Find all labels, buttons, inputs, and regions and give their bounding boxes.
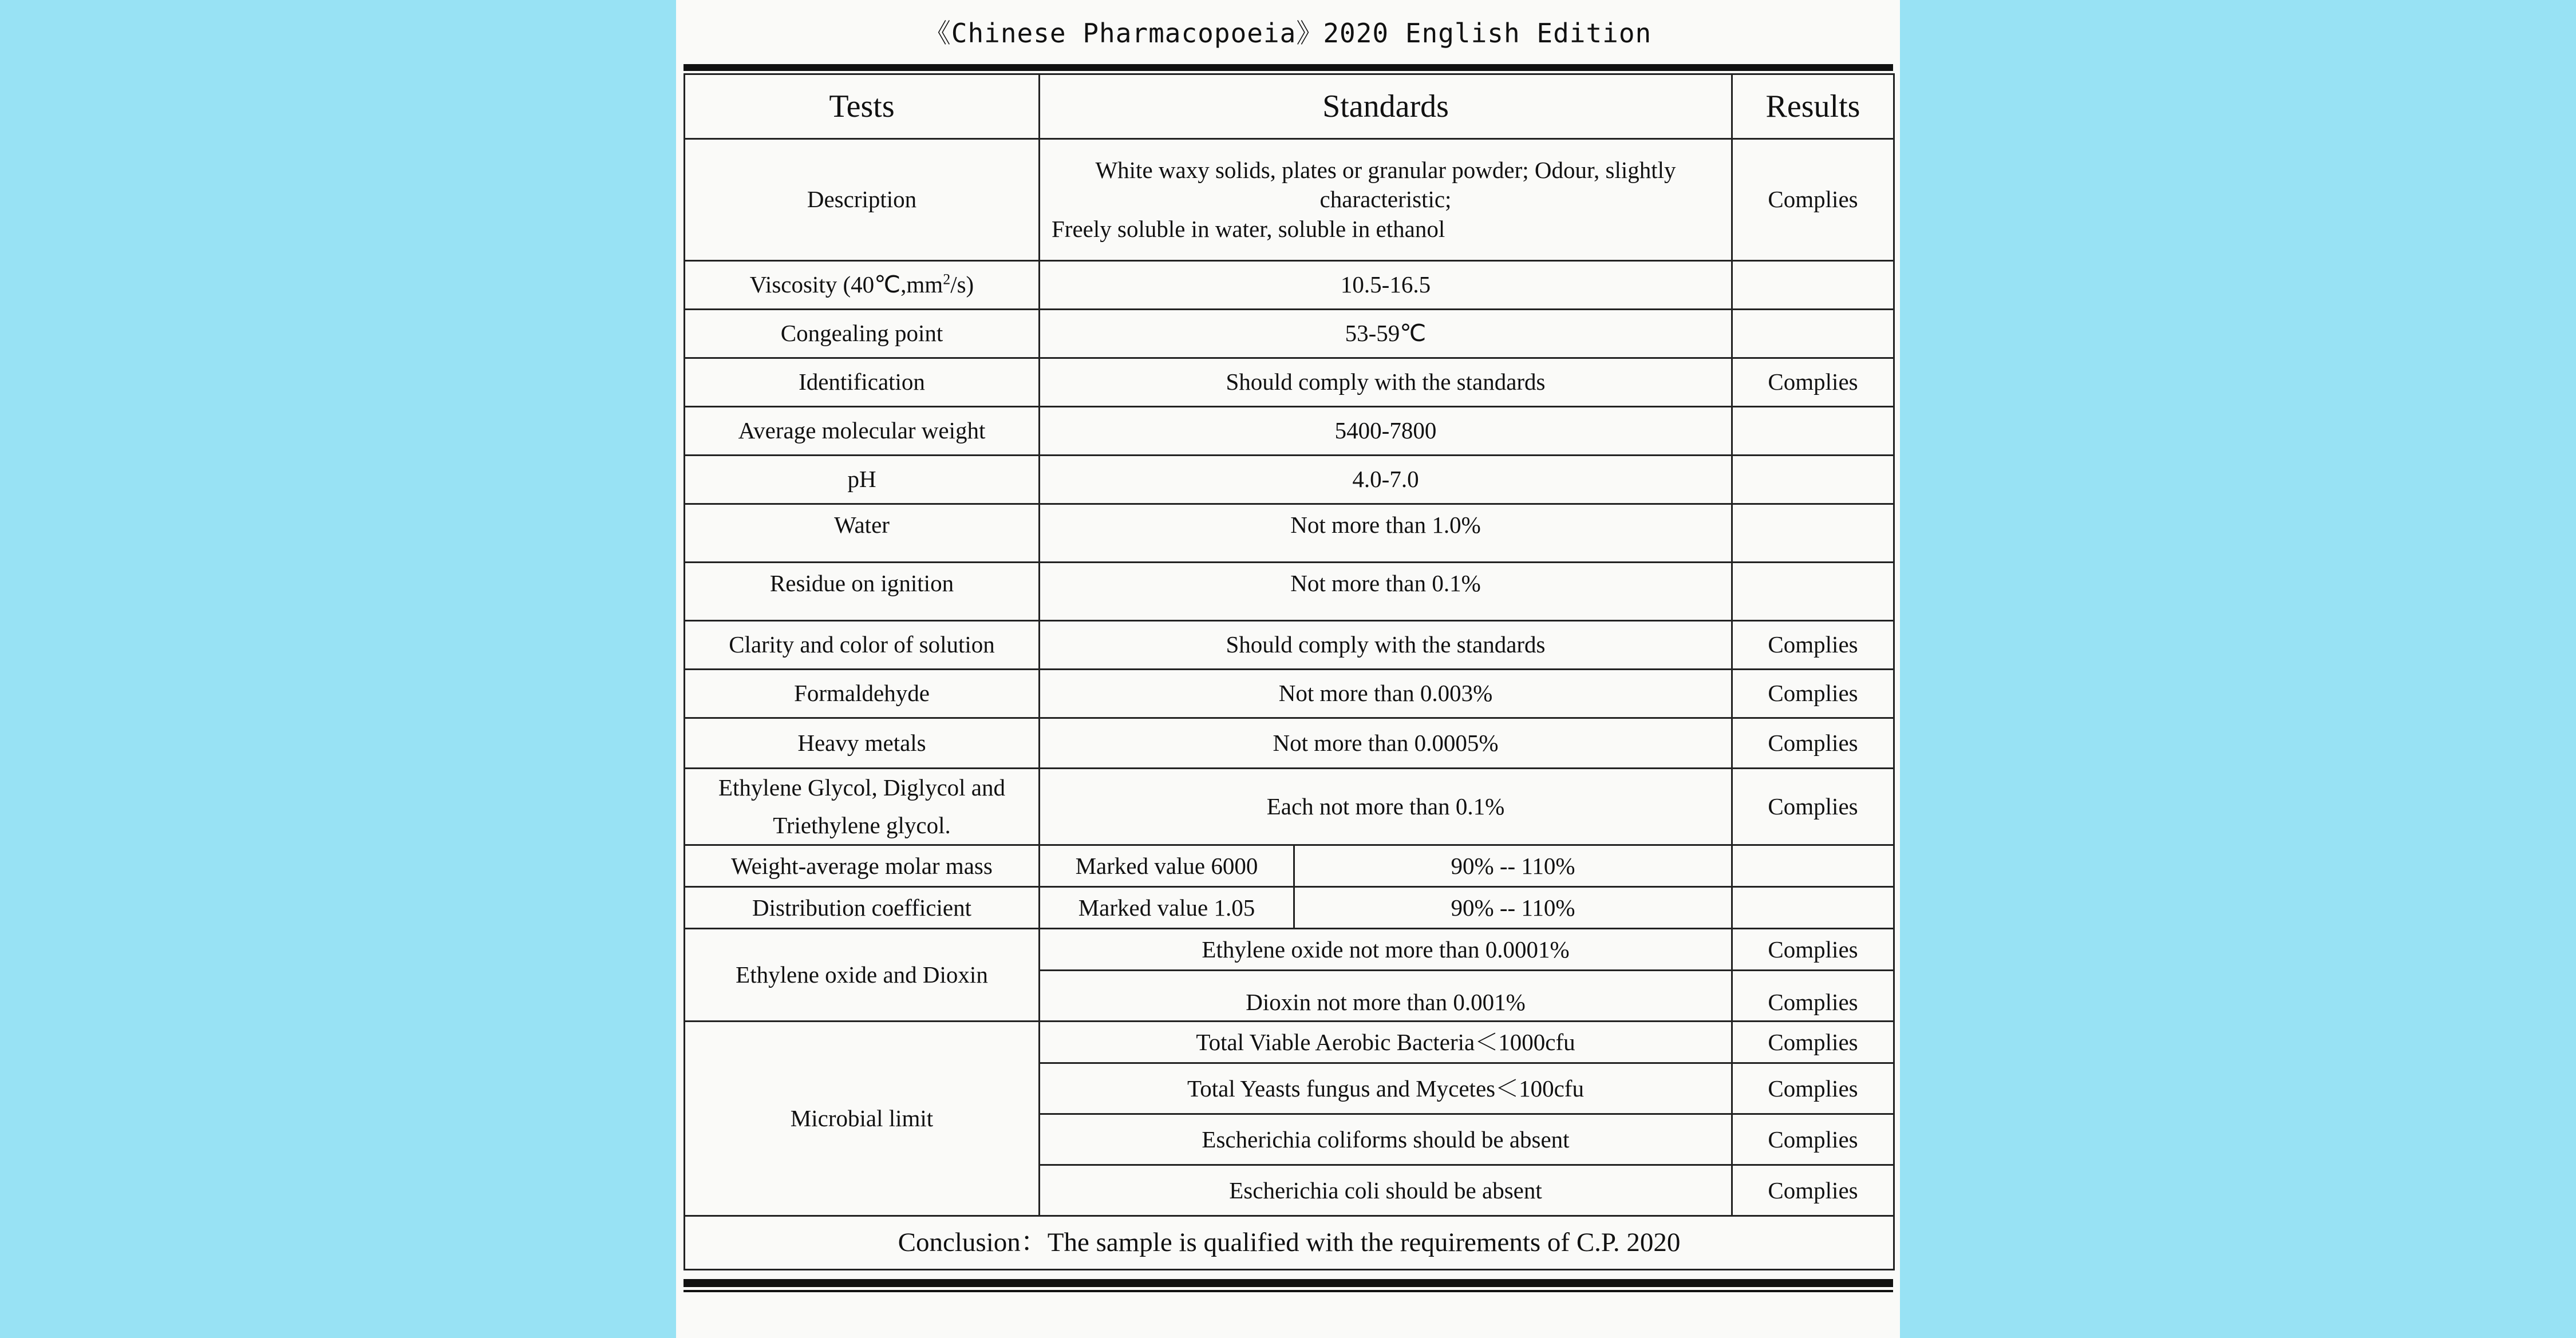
table-row-heavy-metals (685, 718, 1894, 769)
standard-microbial-bacteria: Total Viable Aerobic Bacteria＜1000cfu (1040, 1022, 1732, 1063)
result-heavy-metals: Complies (1732, 718, 1894, 769)
result-microbial-yeasts: Complies (1732, 1063, 1894, 1114)
standard-formaldehyde: Not more than 0.003% (1040, 670, 1732, 718)
result-microbial-bacteria: Complies (1732, 1022, 1894, 1063)
standard-congealing: 53-59℃ (1040, 310, 1732, 358)
standard-microbial-yeasts: Total Yeasts fungus and Mycetes＜100cfu (1040, 1063, 1732, 1114)
standard-heavy-metals: Not more than 0.0005% (1040, 718, 1732, 769)
test-ethylene-oxide: Ethylene oxide and Dioxin (685, 929, 1040, 1022)
result-molar-mass (1732, 845, 1894, 887)
table-row-identification (685, 358, 1894, 407)
standard-description-line2: Freely soluble in water, soluble in ethanol (1052, 215, 1445, 242)
test-glycols-line1: Ethylene Glycol, Diglycol and (718, 774, 1005, 801)
test-residue: Residue on ignition (685, 563, 1040, 621)
test-viscosity-label: Viscosity (40℃,mm (749, 271, 943, 298)
standard-ph: 4.0-7.0 (1040, 456, 1732, 504)
test-water: Water (685, 504, 1040, 563)
result-microbial-ecoli: Complies (1732, 1165, 1894, 1216)
table-row-microbial-1 (685, 1022, 1894, 1063)
test-description: Description (685, 139, 1040, 261)
standard-molecular-weight: 5400-7800 (1040, 407, 1732, 456)
conclusion-text: Conclusion：The sample is qualified with the requirements of C.P. 2020 (685, 1216, 1894, 1270)
result-ph (1732, 456, 1894, 504)
specification-table (683, 73, 1895, 1270)
standard-identification: Should comply with the standards (1040, 358, 1732, 407)
test-identification: Identification (685, 358, 1040, 407)
table-row-glycols (685, 769, 1894, 845)
result-water (1732, 504, 1894, 563)
header-standards: Standards (1040, 74, 1732, 139)
test-microbial: Microbial limit (685, 1022, 1040, 1216)
document-title: 《Chinese Pharmacopoeia》2020 English Edition (924, 18, 1652, 49)
standard-glycols: Each not more than 0.1% (1040, 769, 1732, 845)
standard-description-line1: White waxy solids, plates or granular powder; Odour, slightly characteristic; (1095, 157, 1676, 213)
result-glycols: Complies (1732, 769, 1894, 845)
bottom-rule (683, 1279, 1893, 1287)
test-molecular-weight: Average molecular weight (685, 407, 1040, 456)
result-congealing (1732, 310, 1894, 358)
table-row-viscosity (685, 261, 1894, 310)
top-rule (683, 64, 1893, 71)
result-description: Complies (1732, 139, 1894, 261)
standard-microbial-coliforms: Escherichia coliforms should be absent (1040, 1114, 1732, 1165)
result-distribution (1732, 887, 1894, 929)
standard-clarity: Should comply with the standards (1040, 621, 1732, 670)
table-row-molecular-weight (685, 407, 1894, 456)
result-clarity: Complies (1732, 621, 1894, 670)
result-formaldehyde: Complies (1732, 670, 1894, 718)
table-row-ph (685, 456, 1894, 504)
standard-dioxin: Dioxin not more than 0.001% (1040, 971, 1732, 1022)
result-ethylene-oxide: Complies (1732, 929, 1894, 971)
bottom-rule-thin (683, 1290, 1893, 1292)
table-row-description (685, 139, 1894, 261)
marked-distribution: Marked value 1.05 (1040, 887, 1294, 929)
test-distribution: Distribution coefficient (685, 887, 1040, 929)
standard-description (1040, 139, 1732, 261)
test-viscosity-unit: /s) (950, 271, 974, 298)
table-row-conclusion (685, 1216, 1894, 1270)
result-dioxin: Complies (1732, 971, 1894, 1022)
table-row-clarity (685, 621, 1894, 670)
standard-microbial-ecoli: Escherichia coli should be absent (1040, 1165, 1732, 1216)
header-tests: Tests (685, 74, 1040, 139)
test-clarity: Clarity and color of solution (685, 621, 1040, 670)
result-residue (1732, 563, 1894, 621)
test-viscosity (685, 261, 1040, 310)
result-molecular-weight (1732, 407, 1894, 456)
table-row-residue (685, 563, 1894, 621)
test-ph: pH (685, 456, 1040, 504)
test-heavy-metals: Heavy metals (685, 718, 1040, 769)
table-row-water (685, 504, 1894, 563)
standard-ethylene-oxide: Ethylene oxide not more than 0.0001% (1040, 929, 1732, 971)
standard-residue: Not more than 0.1% (1040, 563, 1732, 621)
table-row-distribution (685, 887, 1894, 929)
result-identification: Complies (1732, 358, 1894, 407)
test-congealing: Congealing point (685, 310, 1040, 358)
result-microbial-coliforms: Complies (1732, 1114, 1894, 1165)
test-glycols (685, 769, 1040, 845)
table-row-ethylene-oxide-1 (685, 929, 1894, 971)
document-page (676, 0, 1900, 1338)
result-viscosity (1732, 261, 1894, 310)
test-molar-mass: Weight-average molar mass (685, 845, 1040, 887)
marked-molar-mass: Marked value 6000 (1040, 845, 1294, 887)
table-row-congealing (685, 310, 1894, 358)
test-formaldehyde: Formaldehyde (685, 670, 1040, 718)
range-molar-mass: 90% -- 110% (1294, 845, 1732, 887)
standard-viscosity: 10.5-16.5 (1040, 261, 1732, 310)
header-results: Results (1732, 74, 1894, 139)
table-row-formaldehyde (685, 670, 1894, 718)
test-viscosity-superscript: 2 (943, 271, 951, 288)
table-row-molar-mass (685, 845, 1894, 887)
test-glycols-line2: Triethylene glycol. (773, 811, 951, 838)
range-distribution: 90% -- 110% (1294, 887, 1732, 929)
standard-water: Not more than 1.0% (1040, 504, 1732, 563)
table-header-row (685, 74, 1894, 139)
